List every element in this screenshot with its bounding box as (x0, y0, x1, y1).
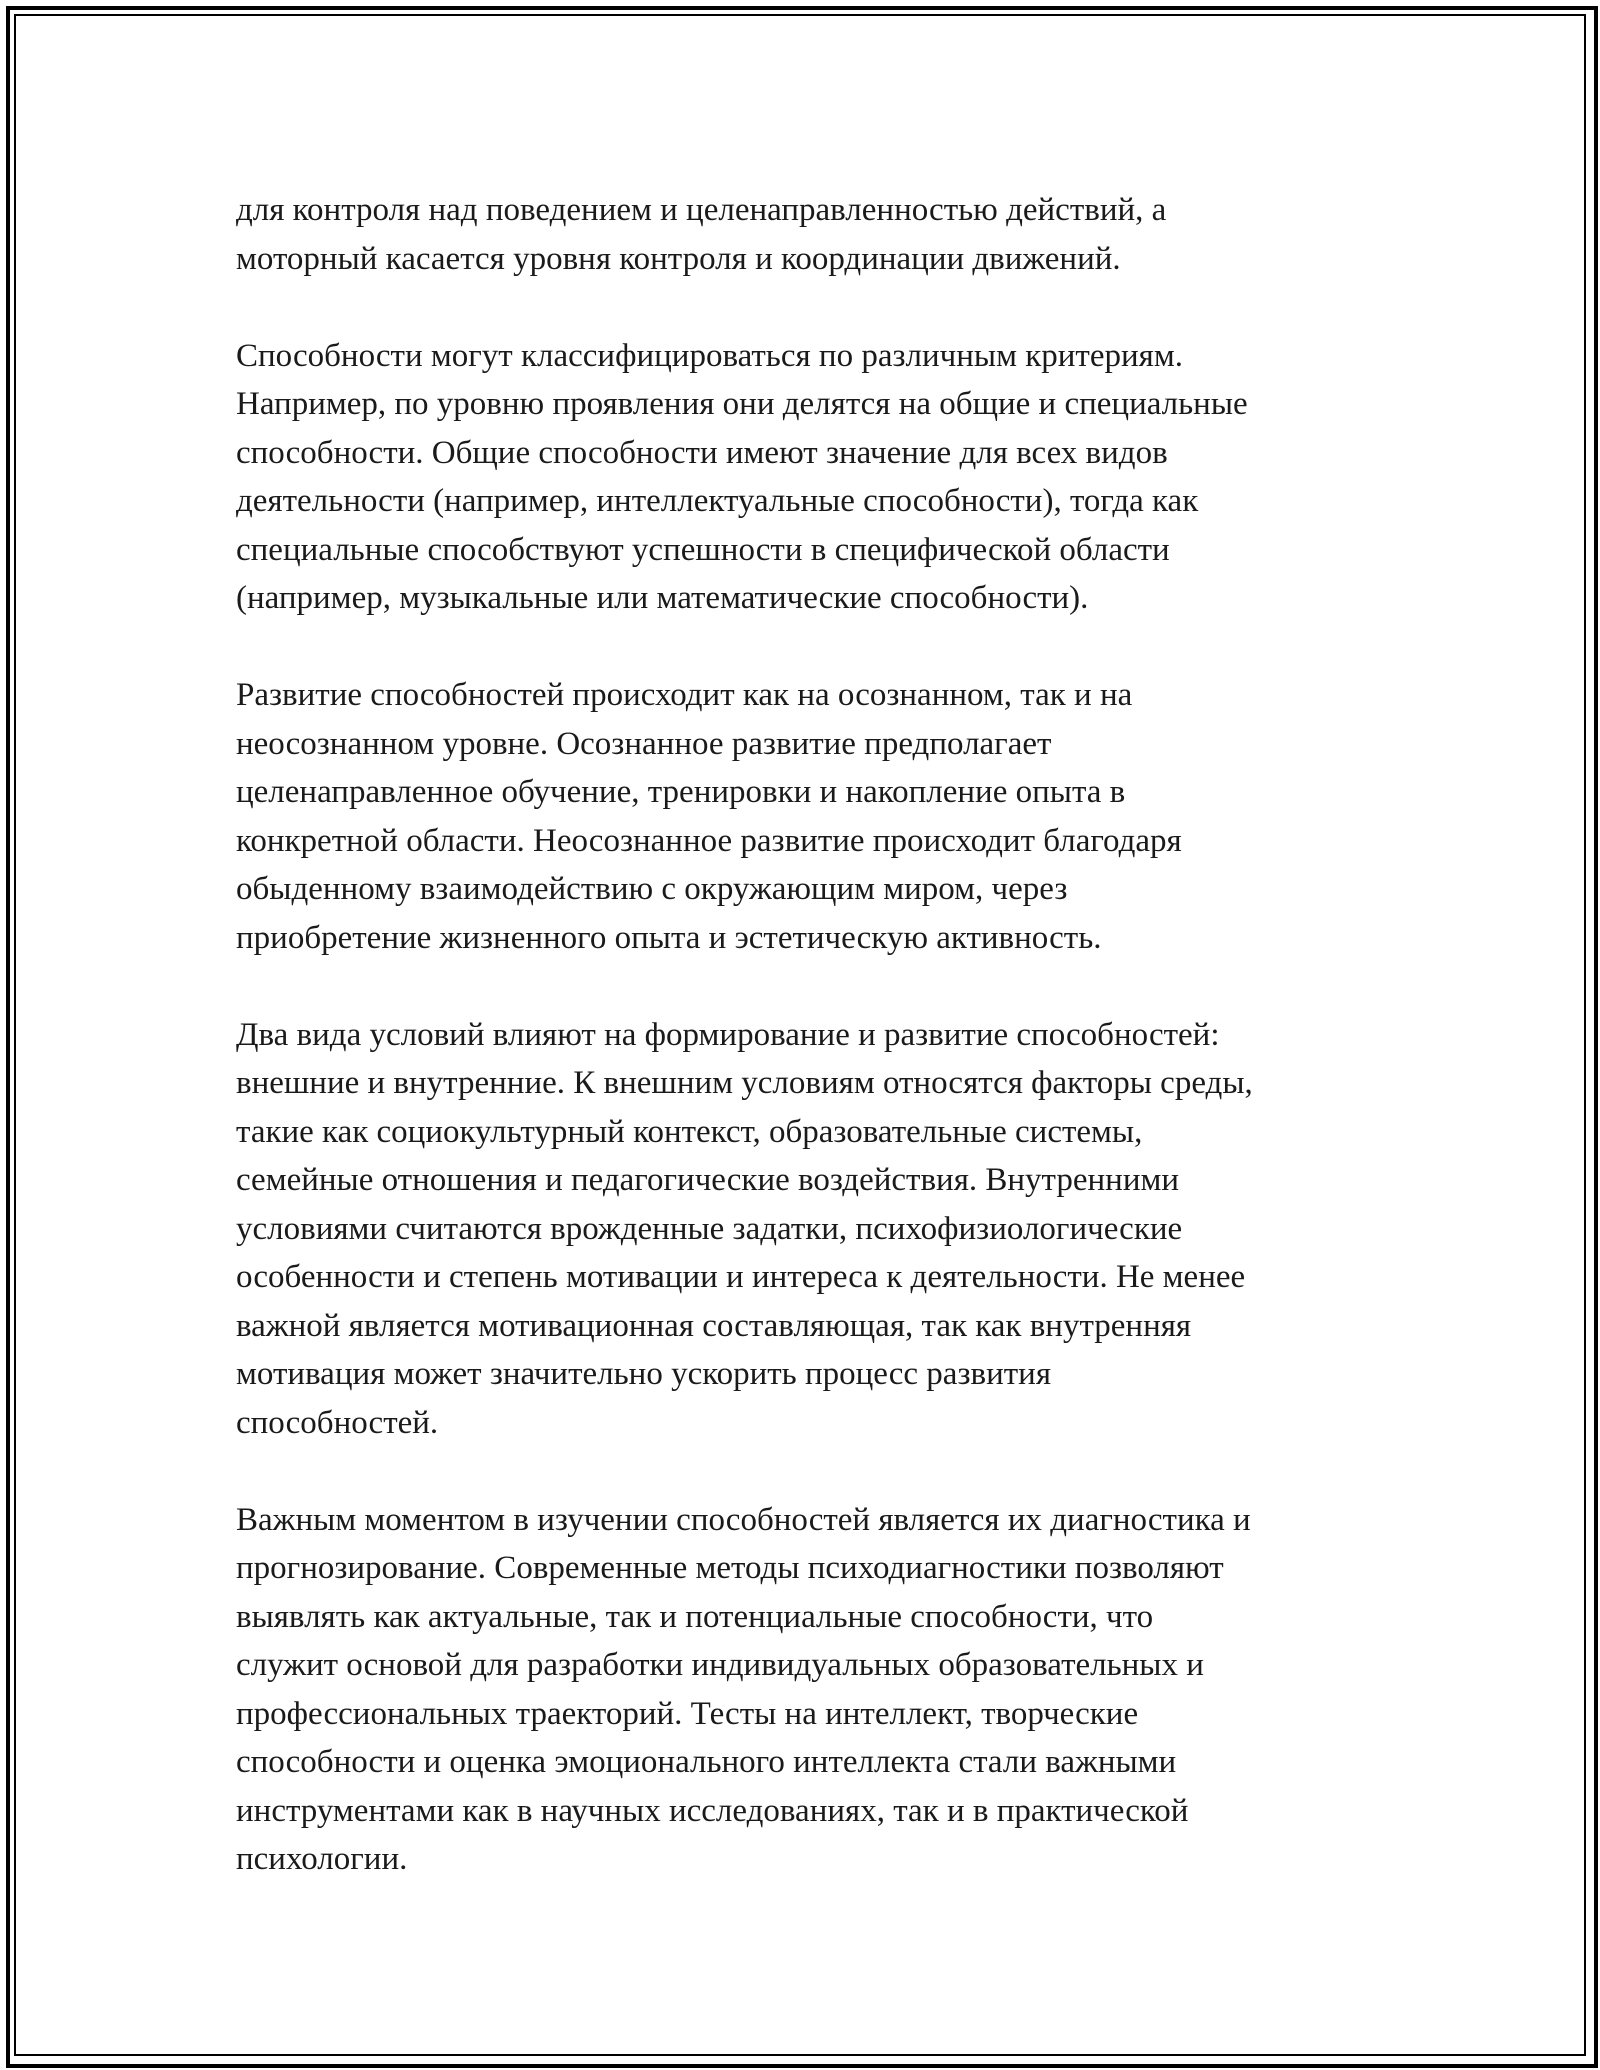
text-line: конкретной области. Неосознанное развитие происходит благодаря (236, 822, 1182, 859)
text-line: такие как социокультурный контекст, образовательные системы, (236, 1113, 1143, 1150)
paragraph-1 (236, 186, 1386, 283)
text-line: способности и оценка эмоционального интеллекта стали важными (236, 1744, 1177, 1780)
document-body (236, 186, 1386, 1932)
paragraph-5 (236, 1496, 1386, 1884)
text-line: специальные способствуют успешности в специфической области (236, 531, 1170, 568)
text-line: инструментами как в научных исследованиях, так и в практической (236, 1792, 1189, 1829)
text-line: для контроля над поведением и целенаправленностью действий, а (236, 192, 1167, 228)
text-line: способности. Общие способности имеют значение для всех видов (236, 434, 1168, 471)
paragraph-4 (236, 1011, 1386, 1448)
text-line: семейные отношения и педагогические воздействия. Внутренними (236, 1162, 1180, 1198)
text-line: способностей. (236, 1404, 439, 1441)
text-line: выявлять как актуальные, так и потенциальные способности, что (236, 1598, 1154, 1635)
text-line: мотивация может значительно ускорить процесс развития (236, 1356, 1051, 1392)
text-line: Развитие способностей происходит как на осознанном, так и на (236, 677, 1133, 713)
text-line: Например, по уровню проявления они делятся на общие и специальные (236, 386, 1248, 422)
text-line: неосознанном уровне. Осознанное развитие предполагает (236, 725, 1052, 762)
text-line: приобретение жизненного опыта и эстетическую активность. (236, 919, 1102, 956)
text-line: Способности могут классифицироваться по различным критериям. (236, 337, 1183, 374)
text-line: Важным моментом в изучении способностей является их диагностика и (236, 1501, 1251, 1538)
text-line: Два вида условий влияют на формирование и развитие способностей: (236, 1016, 1220, 1053)
text-line: важной является мотивационная составляющая, так как внутренняя (236, 1307, 1192, 1344)
paragraph-3 (236, 671, 1386, 962)
text-line: целенаправленное обучение, тренировки и накопление опыта в (236, 774, 1126, 810)
text-line: (например, музыкальные или математические способности). (236, 580, 1089, 616)
text-line: психологии. (236, 1841, 408, 1877)
text-line: деятельности (например, интеллектуальные способности), тогда как (236, 483, 1199, 519)
text-line: внешние и внутренние. К внешним условиям относятся факторы среды, (236, 1065, 1253, 1101)
text-line: служит основой для разработки индивидуальных образовательных и (236, 1647, 1204, 1683)
paragraph-2 (236, 332, 1386, 623)
text-line: особенности и степень мотивации и интереса к деятельности. Не менее (236, 1259, 1246, 1295)
text-line: моторный касается уровня контроля и координации движений. (236, 240, 1121, 277)
text-line: прогнозирование. Современные методы психодиагностики позволяют (236, 1550, 1224, 1586)
text-line: обыденному взаимодействию с окружающим миром, через (236, 871, 1068, 907)
text-line: условиями считаются врожденные задатки, психофизиологические (236, 1210, 1183, 1247)
text-line: профессиональных траекторий. Тесты на интеллект, творческие (236, 1695, 1139, 1732)
